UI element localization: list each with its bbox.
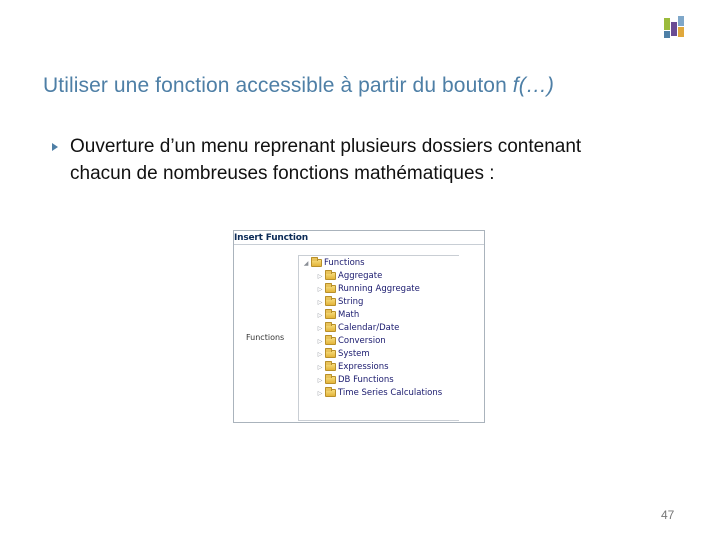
tree-folder-item[interactable] (315, 387, 442, 399)
tree-folder-label: Time Series Calculations (338, 388, 443, 398)
function-tree[interactable] (298, 255, 459, 421)
tree-folder-label: Expressions (338, 362, 389, 372)
folder-icon (311, 259, 322, 267)
tree-folder-item[interactable] (315, 322, 399, 334)
dialog-title-divider (234, 244, 484, 245)
expand-arrow-icon[interactable]: ▷ (317, 350, 323, 358)
folder-icon (325, 272, 336, 280)
folder-icon (325, 337, 336, 345)
bullet-line-2: chacun de nombreuses fonctions mathématiques : (70, 163, 495, 184)
triangle-bullet-icon (52, 143, 58, 151)
tree-folder-label: Aggregate (338, 271, 383, 281)
tree-root-label: Functions (324, 258, 365, 268)
folder-icon (325, 389, 336, 397)
folder-icon (325, 376, 336, 384)
tree-folder-label: Calendar/Date (338, 323, 400, 333)
folder-icon (325, 324, 336, 332)
expand-arrow-icon[interactable]: ▷ (317, 285, 323, 293)
tree-folder-label: String (338, 297, 364, 307)
folder-icon (325, 363, 336, 371)
slide-title-main: Utiliser une fonction accessible à partir du bouton (43, 74, 513, 97)
expand-arrow-icon[interactable]: ▷ (317, 272, 323, 280)
tree-folder-label: Running Aggregate (338, 284, 420, 294)
expand-arrow-icon[interactable]: ▷ (317, 311, 323, 319)
tree-folder-label: System (338, 349, 370, 359)
expand-arrow-icon[interactable]: ▷ (317, 337, 323, 345)
tree-folder-item[interactable] (315, 335, 386, 347)
collapse-arrow-icon[interactable]: ◢ (303, 259, 309, 267)
tree-folder-item[interactable] (315, 309, 359, 321)
bullet-line-1: Ouverture d’un menu reprenant plusieurs dossiers contenant (70, 136, 582, 157)
functions-label: Functions (246, 333, 285, 342)
university-logo-icon (662, 14, 688, 42)
expand-arrow-icon[interactable]: ▷ (317, 298, 323, 306)
tree-root[interactable] (301, 257, 365, 269)
expand-arrow-icon[interactable]: ▷ (317, 376, 323, 384)
tree-folder-item[interactable] (315, 296, 363, 308)
insert-function-dialog-screenshot (233, 230, 485, 423)
folder-icon (325, 285, 336, 293)
expand-arrow-icon[interactable]: ▷ (317, 389, 323, 397)
folder-icon (325, 311, 336, 319)
tree-folder-item[interactable] (315, 283, 420, 295)
slide-title (43, 74, 554, 98)
folder-icon (325, 350, 336, 358)
tree-folder-item[interactable] (315, 361, 389, 373)
bullet-text (70, 133, 690, 187)
tree-folder-label: Conversion (338, 336, 386, 346)
folder-icon (325, 298, 336, 306)
tree-folder-item[interactable] (315, 348, 370, 360)
tree-folder-label: DB Functions (338, 375, 394, 385)
slide-title-fx: f(…) (512, 74, 555, 97)
expand-arrow-icon[interactable]: ▷ (317, 363, 323, 371)
page-number: 47 (661, 508, 675, 522)
expand-arrow-icon[interactable]: ▷ (317, 324, 323, 332)
tree-folder-item[interactable] (315, 270, 382, 282)
tree-folder-label: Math (338, 310, 360, 320)
tree-folder-item[interactable] (315, 374, 394, 386)
dialog-title: Insert Function (234, 233, 308, 243)
